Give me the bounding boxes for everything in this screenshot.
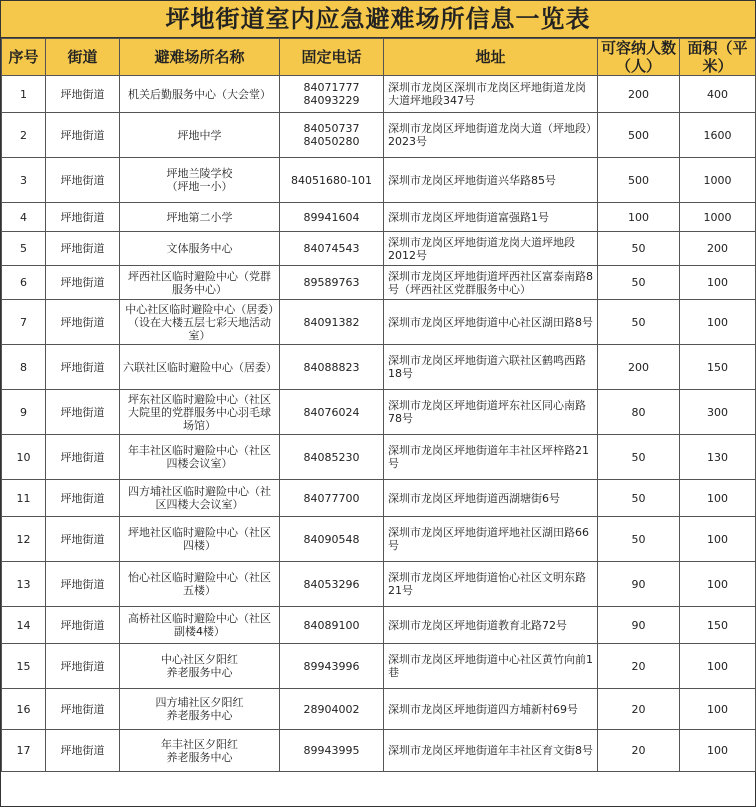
table-row bbox=[2, 300, 756, 345]
cell-name: 年丰社区夕阳红 养老服务中心 bbox=[120, 730, 280, 772]
header-row bbox=[2, 39, 756, 76]
cell-phone: 89941604 bbox=[280, 203, 384, 232]
cell-address: 深圳市龙岗区坪地街道龙岗大道（坪地段）2023号 bbox=[384, 113, 598, 158]
cell-address: 深圳市龙岗区坪地街道龙岗大道坪地段2012号 bbox=[384, 232, 598, 266]
cell-street: 坪地街道 bbox=[46, 390, 120, 435]
cell-area: 400 bbox=[680, 76, 756, 113]
cell-street: 坪地街道 bbox=[46, 644, 120, 689]
cell-name: 坪西社区临时避险中心（党群服务中心） bbox=[120, 266, 280, 300]
table-row bbox=[2, 266, 756, 300]
cell-street: 坪地街道 bbox=[46, 562, 120, 607]
cell-name: 高桥社区临时避险中心（社区副楼4楼） bbox=[120, 607, 280, 644]
cell-capacity: 100 bbox=[598, 203, 680, 232]
cell-name: 坪地第二小学 bbox=[120, 203, 280, 232]
cell-area: 100 bbox=[680, 480, 756, 517]
cell-no: 9 bbox=[2, 390, 46, 435]
cell-phone: 84088823 bbox=[280, 345, 384, 390]
cell-street: 坪地街道 bbox=[46, 76, 120, 113]
cell-capacity: 50 bbox=[598, 517, 680, 562]
cell-phone: 84090548 bbox=[280, 517, 384, 562]
cell-capacity: 20 bbox=[598, 644, 680, 689]
header-area: 面积（平米） bbox=[680, 39, 756, 76]
cell-street: 坪地街道 bbox=[46, 435, 120, 480]
cell-name: 坪地社区临时避险中心（社区四楼） bbox=[120, 517, 280, 562]
cell-name: 坪地兰陵学校 （坪地一小） bbox=[120, 158, 280, 203]
header-capacity: 可容纳人数（人） bbox=[598, 39, 680, 76]
cell-address: 深圳市龙岗区坪地街道怡心社区文明东路21号 bbox=[384, 562, 598, 607]
cell-phone: 84077700 bbox=[280, 480, 384, 517]
cell-capacity: 80 bbox=[598, 390, 680, 435]
table-row bbox=[2, 76, 756, 113]
cell-address: 深圳市龙岗区坪地街道年丰社区育文街8号 bbox=[384, 730, 598, 772]
table-row bbox=[2, 232, 756, 266]
cell-address: 深圳市龙岗区坪地街道西湖塘街6号 bbox=[384, 480, 598, 517]
table-row bbox=[2, 607, 756, 644]
table-row bbox=[2, 113, 756, 158]
cell-no: 14 bbox=[2, 607, 46, 644]
cell-no: 13 bbox=[2, 562, 46, 607]
cell-capacity: 90 bbox=[598, 562, 680, 607]
cell-capacity: 50 bbox=[598, 266, 680, 300]
cell-address: 深圳市龙岗区坪地街道六联社区鹤鸣西路18号 bbox=[384, 345, 598, 390]
header-street: 街道 bbox=[46, 39, 120, 76]
cell-address: 深圳市龙岗区坪地街道教育北路72号 bbox=[384, 607, 598, 644]
cell-area: 100 bbox=[680, 266, 756, 300]
cell-phone: 84051680-101 bbox=[280, 158, 384, 203]
cell-street: 坪地街道 bbox=[46, 232, 120, 266]
cell-street: 坪地街道 bbox=[46, 158, 120, 203]
cell-name: 中心社区临时避险中心（居委）（设在大楼五层七彩天地活动室） bbox=[120, 300, 280, 345]
cell-no: 15 bbox=[2, 644, 46, 689]
cell-no: 8 bbox=[2, 345, 46, 390]
cell-phone: 84089100 bbox=[280, 607, 384, 644]
cell-phone: 84091382 bbox=[280, 300, 384, 345]
cell-phone: 84053296 bbox=[280, 562, 384, 607]
cell-address: 深圳市龙岗区坪地街道坪地社区湖田路66号 bbox=[384, 517, 598, 562]
cell-capacity: 200 bbox=[598, 345, 680, 390]
cell-no: 2 bbox=[2, 113, 46, 158]
table-row bbox=[2, 435, 756, 480]
cell-capacity: 20 bbox=[598, 730, 680, 772]
cell-name: 四方埔社区夕阳红 养老服务中心 bbox=[120, 689, 280, 730]
table-row bbox=[2, 390, 756, 435]
cell-no: 6 bbox=[2, 266, 46, 300]
cell-area: 300 bbox=[680, 390, 756, 435]
cell-no: 16 bbox=[2, 689, 46, 730]
cell-no: 3 bbox=[2, 158, 46, 203]
cell-name: 坪东社区临时避险中心（社区大院里的党群服务中心羽毛球场馆） bbox=[120, 390, 280, 435]
cell-name: 六联社区临时避险中心（居委） bbox=[120, 345, 280, 390]
cell-address: 深圳市龙岗区坪地街道四方埔新村69号 bbox=[384, 689, 598, 730]
cell-phone: 84071777 84093229 bbox=[280, 76, 384, 113]
table-row bbox=[2, 345, 756, 390]
cell-phone: 89943996 bbox=[280, 644, 384, 689]
cell-address: 深圳市龙岗区坪地街道中心社区湖田路8号 bbox=[384, 300, 598, 345]
cell-no: 11 bbox=[2, 480, 46, 517]
cell-area: 1000 bbox=[680, 203, 756, 232]
cell-street: 坪地街道 bbox=[46, 730, 120, 772]
table-row bbox=[2, 517, 756, 562]
cell-no: 7 bbox=[2, 300, 46, 345]
cell-capacity: 500 bbox=[598, 113, 680, 158]
header-phone: 固定电话 bbox=[280, 39, 384, 76]
cell-address: 深圳市龙岗区坪地街道坪西社区富泰南路8号（坪西社区党群服务中心） bbox=[384, 266, 598, 300]
table-row bbox=[2, 562, 756, 607]
cell-name: 坪地中学 bbox=[120, 113, 280, 158]
cell-address: 深圳市龙岗区深圳市龙岗区坪地街道龙岗大道坪地段347号 bbox=[384, 76, 598, 113]
cell-name: 文体服务中心 bbox=[120, 232, 280, 266]
cell-capacity: 50 bbox=[598, 435, 680, 480]
cell-phone: 84085230 bbox=[280, 435, 384, 480]
cell-area: 100 bbox=[680, 689, 756, 730]
cell-street: 坪地街道 bbox=[46, 345, 120, 390]
cell-address: 深圳市龙岗区坪地街道年丰社区坪梓路21号 bbox=[384, 435, 598, 480]
header-address: 地址 bbox=[384, 39, 598, 76]
page-title: 坪地街道室内应急避难场所信息一览表 bbox=[1, 1, 755, 38]
cell-address: 深圳市龙岗区坪地街道富强路1号 bbox=[384, 203, 598, 232]
table-row bbox=[2, 730, 756, 772]
cell-phone: 84074543 bbox=[280, 232, 384, 266]
cell-area: 100 bbox=[680, 562, 756, 607]
cell-no: 17 bbox=[2, 730, 46, 772]
cell-phone: 89943995 bbox=[280, 730, 384, 772]
cell-capacity: 200 bbox=[598, 76, 680, 113]
cell-area: 200 bbox=[680, 232, 756, 266]
cell-street: 坪地街道 bbox=[46, 203, 120, 232]
cell-name: 中心社区夕阳红 养老服务中心 bbox=[120, 644, 280, 689]
table-body bbox=[2, 76, 756, 772]
cell-name: 机关后勤服务中心（大会堂） bbox=[120, 76, 280, 113]
cell-capacity: 500 bbox=[598, 158, 680, 203]
cell-capacity: 50 bbox=[598, 300, 680, 345]
cell-address: 深圳市龙岗区坪地街道中心社区黄竹向前1巷 bbox=[384, 644, 598, 689]
cell-phone: 89589763 bbox=[280, 266, 384, 300]
table-row bbox=[2, 158, 756, 203]
cell-area: 100 bbox=[680, 300, 756, 345]
cell-area: 1600 bbox=[680, 113, 756, 158]
cell-street: 坪地街道 bbox=[46, 517, 120, 562]
table-row bbox=[2, 480, 756, 517]
header-name: 避难场所名称 bbox=[120, 39, 280, 76]
cell-area: 150 bbox=[680, 345, 756, 390]
cell-capacity: 50 bbox=[598, 480, 680, 517]
cell-area: 100 bbox=[680, 730, 756, 772]
cell-phone: 84076024 bbox=[280, 390, 384, 435]
cell-phone: 28904002 bbox=[280, 689, 384, 730]
cell-street: 坪地街道 bbox=[46, 266, 120, 300]
header-no: 序号 bbox=[2, 39, 46, 76]
cell-no: 10 bbox=[2, 435, 46, 480]
table-row bbox=[2, 689, 756, 730]
cell-area: 1000 bbox=[680, 158, 756, 203]
cell-name: 四方埔社区临时避险中心（社区四楼大会议室） bbox=[120, 480, 280, 517]
cell-no: 4 bbox=[2, 203, 46, 232]
cell-street: 坪地街道 bbox=[46, 689, 120, 730]
cell-phone: 84050737 84050280 bbox=[280, 113, 384, 158]
cell-name: 怡心社区临时避险中心（社区五楼） bbox=[120, 562, 280, 607]
cell-area: 100 bbox=[680, 644, 756, 689]
cell-street: 坪地街道 bbox=[46, 113, 120, 158]
cell-street: 坪地街道 bbox=[46, 607, 120, 644]
cell-name: 年丰社区临时避险中心（社区四楼会议室） bbox=[120, 435, 280, 480]
cell-no: 1 bbox=[2, 76, 46, 113]
cell-no: 5 bbox=[2, 232, 46, 266]
cell-capacity: 50 bbox=[598, 232, 680, 266]
cell-address: 深圳市龙岗区坪地街道坪东社区同心南路78号 bbox=[384, 390, 598, 435]
cell-street: 坪地街道 bbox=[46, 300, 120, 345]
table-row bbox=[2, 203, 756, 232]
cell-capacity: 90 bbox=[598, 607, 680, 644]
cell-area: 100 bbox=[680, 517, 756, 562]
cell-capacity: 20 bbox=[598, 689, 680, 730]
shelter-table bbox=[1, 38, 756, 772]
cell-street: 坪地街道 bbox=[46, 480, 120, 517]
table-row bbox=[2, 644, 756, 689]
cell-area: 150 bbox=[680, 607, 756, 644]
cell-address: 深圳市龙岗区坪地街道兴华路85号 bbox=[384, 158, 598, 203]
cell-area: 130 bbox=[680, 435, 756, 480]
cell-no: 12 bbox=[2, 517, 46, 562]
